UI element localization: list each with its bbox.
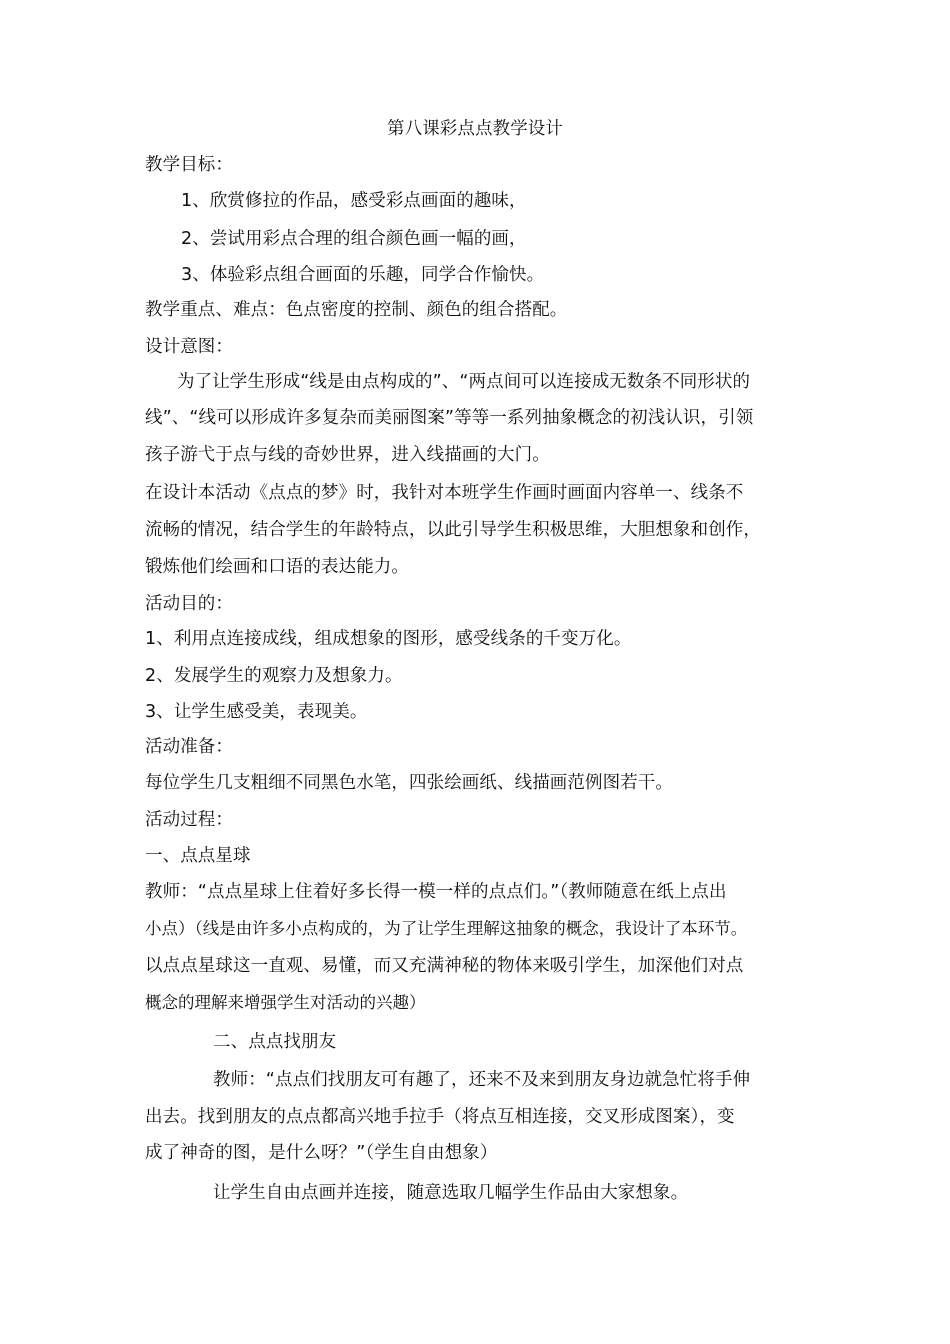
preparation-text: 每位学生几支粗细不同黑色水笔，四张绘画纸、线描画范例图若干。	[145, 773, 673, 793]
goal-item: 3、体验彩点组合画面的乐趣，同学合作愉快。	[181, 265, 545, 285]
preparation-heading: 活动准备：	[145, 737, 233, 757]
design-heading: 设计意图：	[145, 337, 233, 357]
design-paragraph-line: 流畅的情况，结合学生的年龄特点，以此引导学生积极思维，大胆想象和创作，	[145, 520, 761, 540]
section-paragraph-line: 以点点星球这一直观、易懂，而又充满神秘的物体来吸引学生，加深他们对点	[145, 956, 744, 976]
purpose-heading: 活动目的：	[145, 594, 233, 614]
design-paragraph-line: 为了让学生形成“线是由点构成的”、“两点间可以连接成无数条不同形状的	[177, 372, 751, 392]
goals-heading: 教学目标：	[145, 155, 233, 175]
design-paragraph-line: 线”、“线可以形成许多复杂而美丽图案”等等一系列抽象概念的初浅认识，引领	[145, 408, 754, 428]
section-paragraph-line: 教师：“点点星球上住着好多长得一模一样的点点们。”（教师随意在纸上点出	[145, 882, 727, 902]
goal-item: 1、欣赏修拉的作品，感受彩点画面的趣味，	[181, 191, 527, 211]
document-title: 第八课彩点点教学设计	[387, 119, 563, 139]
section-title: 一、点点星球	[145, 846, 251, 866]
section-paragraph-line: 小点）（线是由许多小点构成的，为了让学生理解这抽象的概念，我设计了本环节。	[145, 919, 748, 938]
section-title: 二、点点找朋友	[213, 1032, 337, 1052]
purpose-item: 1、利用点连接成线，组成想象的图形，感受线条的千变万化。	[145, 629, 632, 649]
section-paragraph-line: 教师：“点点们找朋友可有趣了，还来不及来到朋友身边就急忙将手伸	[213, 1070, 751, 1090]
purpose-item: 2、发展学生的观察力及想象力。	[145, 666, 403, 686]
process-heading: 活动过程：	[145, 810, 233, 830]
section-paragraph-line: 让学生自由点画并连接，随意选取几幅学生作品由大家想象。	[213, 1183, 689, 1203]
section-paragraph-line: 成了神奇的图，是什么呀？”（学生自由想象）	[145, 1143, 498, 1163]
section-paragraph-line: 概念的理解来增强学生对活动的兴趣）	[145, 993, 426, 1012]
goal-item: 2、尝试用彩点合理的组合颜色画一幅的画，	[181, 229, 527, 249]
design-paragraph-line: 锻炼他们绘画和口语的表达能力。	[145, 557, 409, 577]
design-paragraph-line: 在设计本活动《点点的梦》时，我针对本班学生作画时画面内容单一、线条不	[145, 483, 744, 503]
design-paragraph-line: 孩子游弋于点与线的奇妙世界，进入线描画的大门。	[145, 445, 550, 465]
section-paragraph-line: 出去。找到朋友的点点都高兴地手拉手（将点互相连接，交叉形成图案），变	[145, 1107, 735, 1127]
purpose-item: 3、让学生感受美，表现美。	[145, 702, 368, 722]
key-points: 教学重点、难点：色点密度的控制、颜色的组合搭配。	[145, 300, 568, 320]
